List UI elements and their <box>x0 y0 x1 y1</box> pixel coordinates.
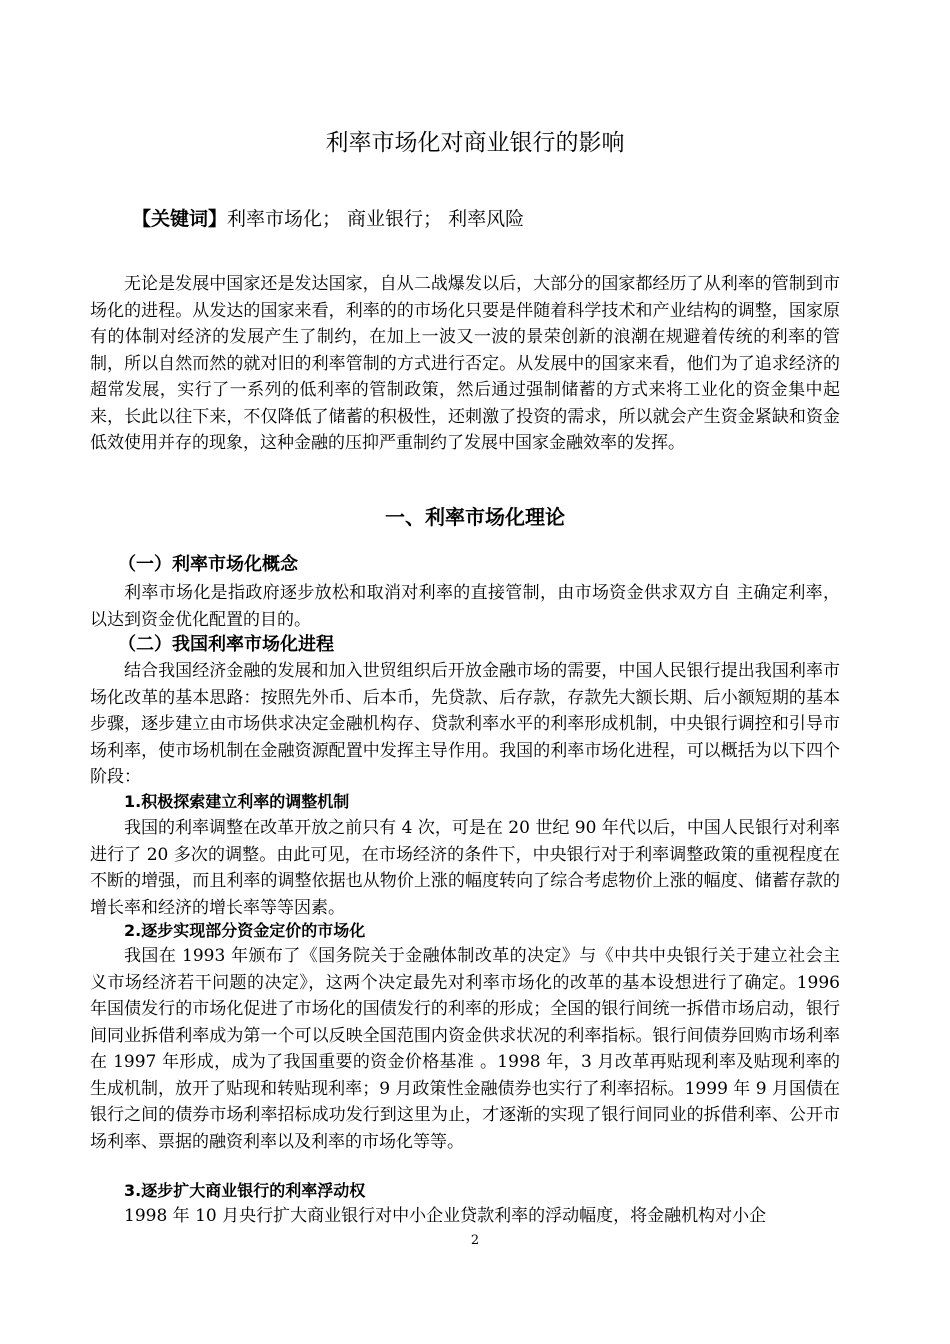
document-title: 利率市场化对商业银行的影响 <box>325 130 625 156</box>
stage2-heading: 2.逐步实现部分资金定价的市场化 <box>124 921 366 940</box>
keywords-text: 利率市场化； 商业银行； 利率风险 <box>227 208 525 230</box>
subsection-heading-progress: （二）我国利率市场化进程 <box>118 634 334 655</box>
keywords-line <box>132 205 524 233</box>
stage1-paragraph: 我国的利率调整在改革开放之前只有 4 次，可是在 20 世纪 90 年代以后，中国人民银行对利率进行了 20 多次的调整。由此可见，在市场经济的条件下，中央银行对于利率调整政策的重视程度在不断的增强，而且利率的调整依据也从物价上涨的幅度转向了综合考虑物价上涨的幅度、储蓄存款的增长率和经济的增长率等等因素。 <box>90 818 840 918</box>
stage3-heading: 3.逐步扩大商业银行的利率浮动权 <box>124 1181 366 1200</box>
section-heading: 一、利率市场化理论 <box>385 505 565 529</box>
stage2-paragraph: 我国在 1993 年颁布了《国务院关于金融体制改革的决定》与《中共中央银行关于建立社会主义市场经济若干问题的决定》，这两个决定最先对利率市场化的改革的基本设想进行了确定。1996 年国债发行的市场化促进了市场化的国债发行的利率的形成；全国的银行间统一拆借市场启动，银行间同业拆借利率成为第一个可以反映全国范围内资金供求状况的利率指标。银行间债券回购市场利率在 1997 年形成，成为了我国重要的资金价格基准 。1998 年，3 月改革再贴现利率及贴现利率的生成机制，放开了贴现和转贴现利率；9 月政策性金融债券也实行了利率招标。1999 年 9 月国债在银行之间的债券市场利率招标成功发行到这里为止，才逐渐的实现了银行间同业的拆借利率、公开市场利率、票据的融资利率以及利率的市场化等等。 <box>90 946 840 1152</box>
stage3-paragraph: 1998 年 10 月央行扩大商业银行对中小企业贷款利率的浮动幅度，将金融机构对小企 <box>124 1206 767 1226</box>
stage1-heading: 1.积极探索建立利率的调整机制 <box>124 792 350 811</box>
page-number: 2 <box>470 1233 480 1248</box>
progress-paragraph: 结合我国经济金融的发展和加入世贸组织后开放金融市场的需要，中国人民银行提出我国利率市场化改革的基本思路：按照先外币、后本币，先贷款、后存款，存款先大额长期、后小额短期的基本步骤，逐步建立由市场供求决定金融机构存、贷款利率水平的利率形成机制，中央银行调控和引导市场利率，使市场机制在金融资源配置中发挥主导作用。我国的利率市场化进程，可以概括为以下四个阶段： <box>90 661 840 787</box>
intro-paragraph: 无论是发展中国家还是发达国家，自从二战爆发以后，大部分的国家都经历了从利率的管制到市场化的进程。从发达的国家来看，利率的的市场化只要是伴随着科学技术和产业结构的调整，国家原有的体制对经济的发展产生了制约，在加上一波又一波的景荣创新的浪潮在规避着传统的利率的管制，所以自然而然的就对旧的利率管制的方式进行否定。从发展中的国家来看，他们为了追求经济的超常发展，实行了一系列的低利率的管制政策，然后通过强制储蓄的方式来将工业化的资金集中起来，长此以往下来，不仅降低了储蓄的积极性，还刺激了投资的需求，所以就会产生资金紧缺和资金低效使用并存的现象，这种金融的压抑严重制约了发展中国家金融效率的发挥。 <box>90 274 840 453</box>
concept-paragraph: 利率市场化是指政府逐步放松和取消对利率的直接管制，由市场资金供求双方自 主确定利率，以达到资金优化配置的目的。 <box>90 583 840 630</box>
subsection-heading-concept: （一）利率市场化概念 <box>118 554 298 575</box>
keywords-label: 【关键词】 <box>132 208 228 230</box>
